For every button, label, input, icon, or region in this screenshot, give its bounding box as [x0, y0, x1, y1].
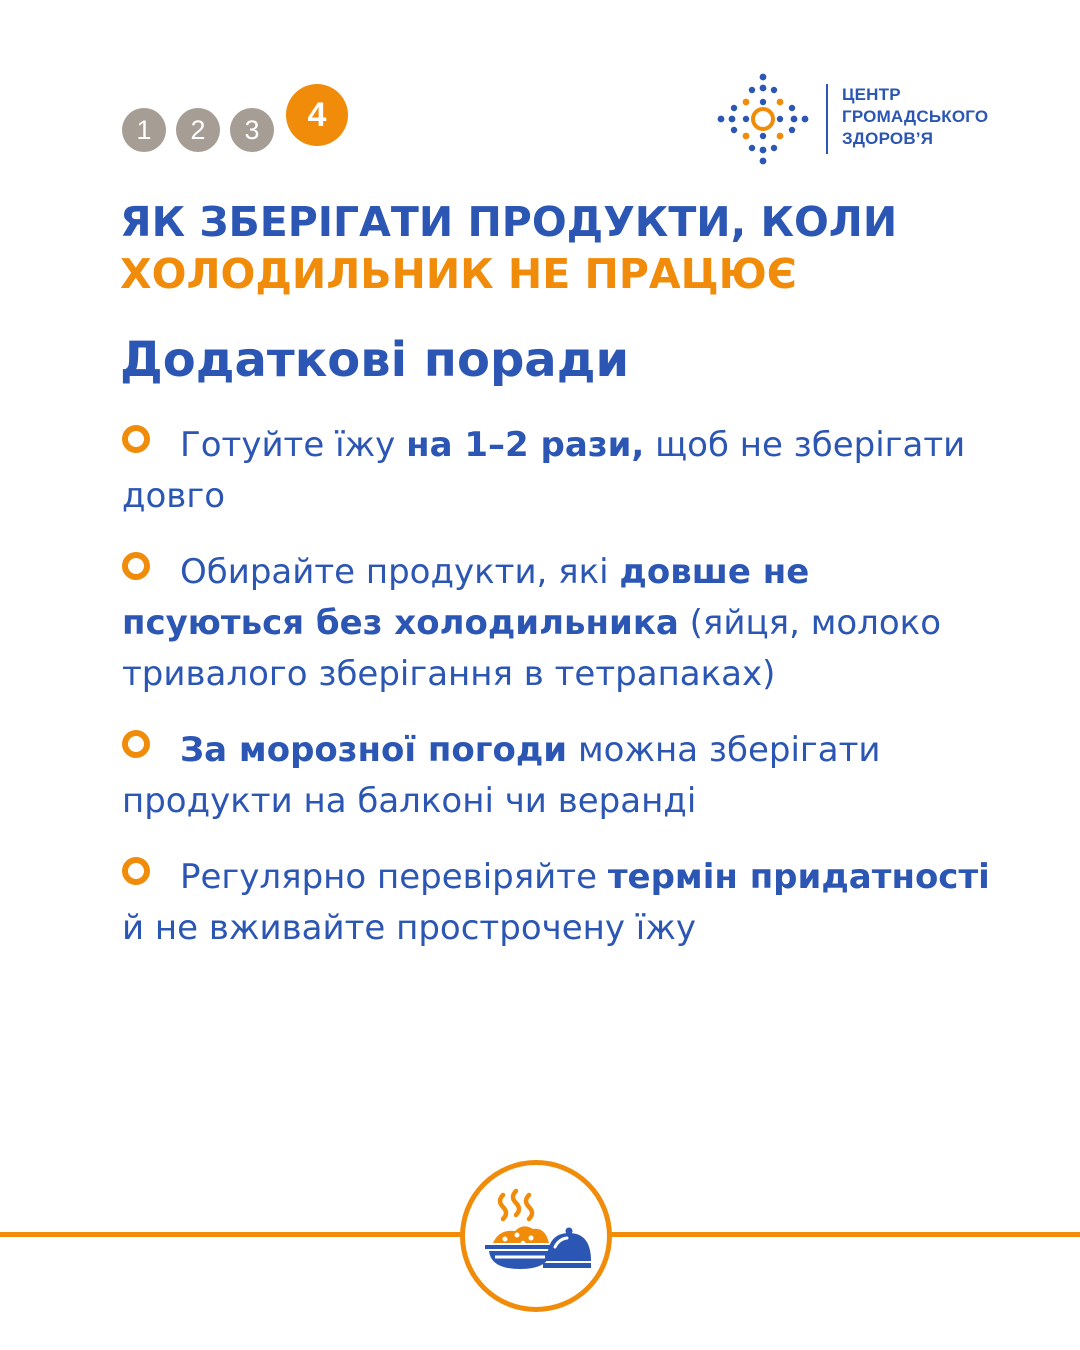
- tip-text: (яйця, молоко тривалого зберігання в тетрапаках): [122, 603, 942, 694]
- logo-line-2: ГРОМАДСЬКОГО: [842, 107, 989, 126]
- dotted-cross-logo-icon: [716, 72, 810, 166]
- logo-line-3: ЗДОРОВ’Я: [842, 129, 934, 148]
- tip-text: Регулярно перевіряйте: [180, 857, 608, 897]
- food-badge: [460, 1160, 612, 1312]
- page-indicator-3: 3: [230, 108, 274, 152]
- page-indicator-current: 4: [286, 84, 348, 146]
- page-indicator-2: 2: [176, 108, 220, 152]
- tips-list: [122, 420, 992, 979]
- circle-bullet-icon: [122, 730, 150, 758]
- page-headline: [120, 196, 1020, 300]
- organization-logo: [716, 72, 989, 166]
- circle-bullet-icon: [122, 552, 150, 580]
- list-item: [122, 852, 992, 954]
- section-title: Додаткові поради: [120, 332, 630, 388]
- list-item: [122, 420, 992, 522]
- logo-line-1: ЦЕНТР: [842, 85, 901, 104]
- tip-text: щоб не зберігати довго: [122, 425, 966, 516]
- circle-bullet-icon: [122, 425, 150, 453]
- tip-emphasis: довше не псуються без холодильника: [122, 552, 810, 643]
- tip-emphasis: За морозної погоди: [180, 730, 568, 770]
- list-item: [122, 547, 992, 700]
- list-item: [122, 725, 992, 827]
- tip-emphasis: на 1–2 рази,: [406, 425, 645, 465]
- headline-line-1: ЯК ЗБЕРІГАТИ ПРОДУКТИ, КОЛИ: [120, 198, 898, 246]
- tip-text: можна зберігати продукти на балконі чи веранді: [122, 730, 881, 821]
- logo-wordmark: [842, 84, 988, 150]
- page-indicator: [122, 96, 348, 158]
- page-indicator-1: 1: [122, 108, 166, 152]
- circle-bullet-icon: [122, 857, 150, 885]
- tip-text: Готуйте їжу: [180, 425, 407, 465]
- logo-divider: [826, 84, 828, 154]
- tip-text: й не вживайте прострочену їжу: [122, 908, 696, 948]
- headline-line-2: ХОЛОДИЛЬНИК НЕ ПРАЦЮЄ: [120, 250, 797, 298]
- hot-food-and-cloche-icon: [481, 1185, 591, 1285]
- tip-emphasis: термін придатності: [607, 857, 990, 897]
- tip-text: Обирайте продукти, які: [180, 552, 620, 592]
